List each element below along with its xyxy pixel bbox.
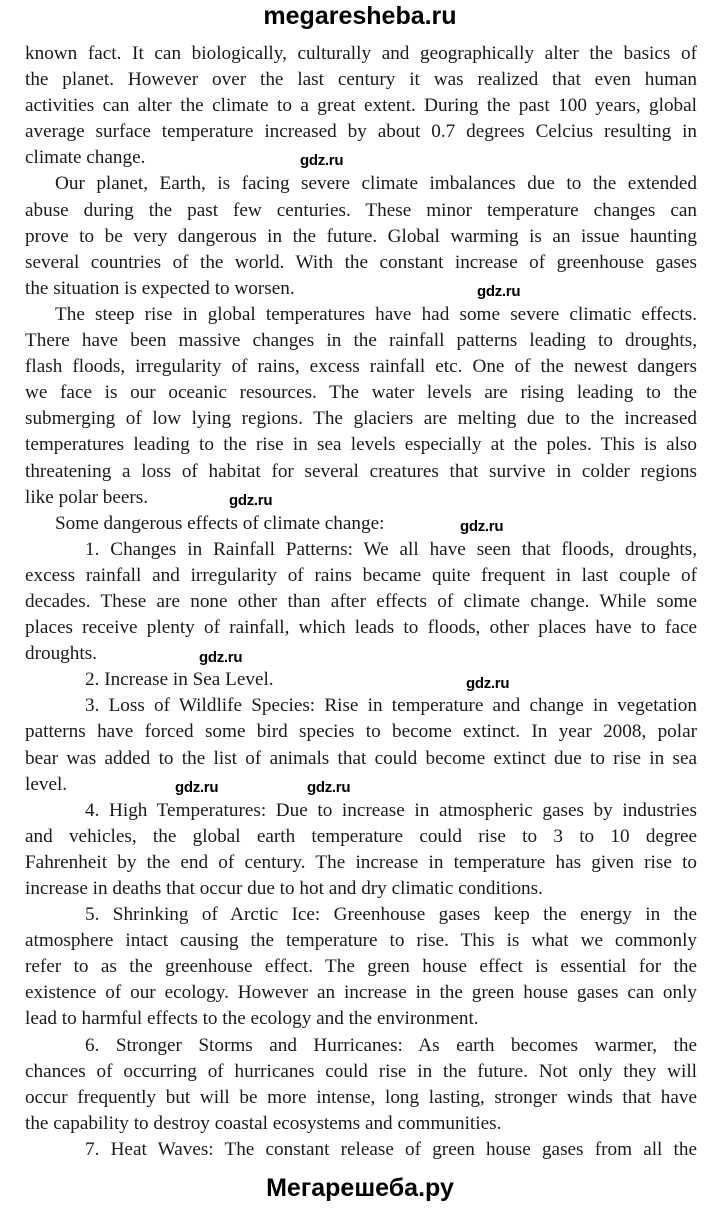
text-line: bear was added to the list of animals that could become extinct due to rise in sea bbox=[25, 747, 697, 769]
text-line: increase in deaths that occur due to hot and dry climatic conditions. bbox=[25, 878, 543, 899]
text-line: average surface temperature increased by about 0.7 degrees Celcius resulting in bbox=[25, 121, 697, 143]
watermark: gdz.ru bbox=[300, 152, 344, 169]
watermark: gdz.ru bbox=[460, 518, 504, 535]
watermark: gdz.ru bbox=[229, 492, 273, 509]
text-line: threatening a loss of habitat for several creatures that survive in colder regions bbox=[25, 460, 697, 482]
text-line: The steep rise in global temperatures have had some severe climatic effects. bbox=[55, 303, 697, 325]
text-line: and vehicles, the global earth temperature could rise to 3 to 10 degree bbox=[25, 825, 697, 847]
text-line: prove to be very dangerous in the future. Global warming is an issue haunting bbox=[25, 225, 697, 247]
paragraph-effects-intro bbox=[25, 511, 697, 537]
text-line: occur frequently but will be more intense, long lasting, stronger winds that have bbox=[25, 1086, 697, 1108]
paragraph-steep-rise bbox=[25, 302, 697, 511]
text-line: the capability to destroy coastal ecosystems and communities. bbox=[25, 1112, 502, 1134]
text-line: 2. Increase in Sea Level. bbox=[85, 669, 274, 691]
text-line: 6. Stronger Storms and Hurricanes: As earth becomes warmer, the bbox=[85, 1034, 697, 1056]
text-line: excess rainfall and irregularity of rains became quite frequent in last couple of bbox=[25, 564, 697, 586]
text-line: lead to harmful effects to the ecology and the environment. bbox=[25, 1008, 479, 1030]
text-line: the planet. However over the last century it was realized that even human bbox=[25, 69, 697, 91]
text-line: abuse during the past few centuries. These minor temperature changes can bbox=[25, 199, 697, 221]
text-line: the situation is expected to worsen. bbox=[25, 277, 295, 299]
effect-item-storms bbox=[25, 1033, 697, 1137]
effect-item-sea-level bbox=[25, 667, 697, 693]
text-line: chances of occurring of hurricanes could rise in the future. Not only they will bbox=[25, 1060, 697, 1082]
watermark: gdz.ru bbox=[477, 283, 521, 300]
text-line: level. bbox=[25, 773, 68, 795]
paragraph-intro-continuation bbox=[25, 41, 697, 171]
text-line: temperatures leading to the rise in sea levels especially at the poles. This is also bbox=[25, 434, 697, 456]
text-line: patterns have forced some bird species to become extinct. In year 2008, polar bbox=[25, 721, 697, 743]
site-footer: Мегарешеба.ру bbox=[266, 1174, 454, 1202]
text-line: decades. These are none other than after effects of climate change. While some bbox=[25, 590, 697, 612]
text-line: There have been massive changes in the rainfall patterns leading to droughts, bbox=[25, 330, 697, 352]
text-line: Fahrenheit by the end of century. The increase in temperature has given rise to bbox=[25, 851, 697, 873]
text-line: droughts. bbox=[25, 643, 97, 665]
text-line: 5. Shrinking of Arctic Ice: Greenhouse gases keep the energy in the bbox=[85, 904, 697, 926]
text-line: 1. Changes in Rainfall Patterns: We all have seen that floods, droughts, bbox=[85, 538, 697, 560]
effect-item-high-temperatures bbox=[25, 798, 697, 902]
text-line: refer to as the greenhouse effect. The green house effect is essential for the bbox=[25, 956, 697, 978]
text-line: Our planet, Earth, is facing severe climate imbalances due to the extended bbox=[55, 173, 697, 195]
effect-item-heat-waves bbox=[25, 1137, 697, 1163]
effect-item-arctic-ice bbox=[25, 902, 697, 1032]
text-line: activities can alter the climate to a great extent. During the past 100 years, global bbox=[25, 95, 697, 117]
text-line: several countries of the world. With the constant increase of greenhouse gases bbox=[25, 251, 697, 273]
effect-item-rainfall bbox=[25, 537, 697, 667]
text-line: flash floods, irregularity of rains, excess rainfall etc. One of the newest dangers bbox=[25, 356, 697, 378]
watermark: gdz.ru bbox=[175, 779, 219, 796]
effects-list bbox=[25, 537, 697, 1163]
text-line: 7. Heat Waves: The constant release of green house gases from all the bbox=[85, 1138, 697, 1160]
watermark: gdz.ru bbox=[307, 779, 351, 796]
text-line: atmosphere intact causing the temperature to rise. This is what we commonly bbox=[25, 930, 697, 952]
document-body bbox=[25, 41, 697, 1163]
text-line: we face is our oceanic resources. The water levels are rising leading to the bbox=[25, 382, 697, 404]
text-line: climate change. bbox=[25, 147, 146, 169]
text-line: submerging of low lying regions. The glaciers are melting due to the increased bbox=[25, 408, 697, 430]
text-line: known fact. It can biologically, culturally and geographically alter the basics of bbox=[25, 43, 697, 64]
effect-item-wildlife bbox=[25, 693, 697, 797]
paragraph-our-planet bbox=[25, 171, 697, 301]
text-line: like polar beers. bbox=[25, 486, 149, 508]
site-header: megaresheba.ru bbox=[263, 2, 457, 30]
watermark: gdz.ru bbox=[199, 649, 243, 666]
text-line: Some dangerous effects of climate change: bbox=[55, 512, 385, 534]
text-line: places receive plenty of rainfall, which leads to floods, other places have to face bbox=[25, 617, 697, 639]
text-line: 3. Loss of Wildlife Species: Rise in temperature and change in vegetation bbox=[85, 695, 697, 717]
text-line: 4. High Temperatures: Due to increase in atmospheric gases by industries bbox=[85, 799, 697, 821]
text-line: existence of our ecology. However an increase in the green house gases can only bbox=[25, 982, 697, 1004]
watermark: gdz.ru bbox=[466, 675, 510, 692]
